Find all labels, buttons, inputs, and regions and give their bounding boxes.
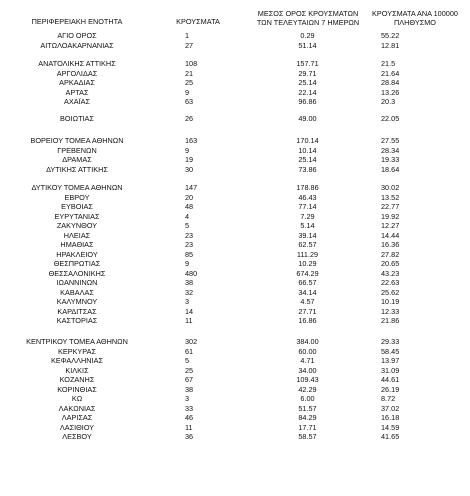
rate-cell: 14.59 bbox=[381, 422, 400, 432]
avg-cell: 39.14 bbox=[298, 230, 317, 240]
rate-cell: 16.18 bbox=[381, 413, 400, 422]
cases-cell: 163 bbox=[185, 136, 198, 145]
table-row bbox=[0, 279, 470, 288]
table-row bbox=[0, 232, 470, 241]
rate-cell: 22.05 bbox=[381, 114, 400, 123]
table-row bbox=[0, 222, 470, 231]
cases-cell: 3 bbox=[185, 394, 190, 403]
rate-cell: 19.33 bbox=[381, 155, 400, 164]
rate-cell: 21.64 bbox=[381, 68, 400, 78]
area-cell: ΖΑΚΥΝΘΟΥ bbox=[56, 221, 98, 230]
table-row bbox=[0, 194, 470, 203]
area-cell: ΙΩΑΝΝΙΝΩΝ bbox=[56, 278, 98, 287]
cases-cell: 38 bbox=[185, 278, 194, 287]
cases-cell: 25 bbox=[185, 78, 194, 87]
rate-cell: 28.34 bbox=[381, 145, 400, 155]
area-cell: ΚΕΦΑΛΛΗΝΙΑΣ bbox=[51, 356, 103, 365]
area-cell: ΛΑΣΙΘΙΟΥ bbox=[59, 422, 95, 432]
cases-cell: 21 bbox=[185, 68, 194, 78]
cases-cell: 20 bbox=[185, 192, 194, 202]
avg-cell: 178.86 bbox=[296, 183, 319, 192]
area-cell: ΑΡΚΑΔΙΑΣ bbox=[59, 78, 95, 87]
rate-cell: 14.44 bbox=[381, 230, 400, 240]
area-cell: ΔΥΤΙΚΗΣ ΑΤΤΙΚΗΣ bbox=[46, 164, 108, 174]
table-row bbox=[0, 424, 470, 433]
cases-cell: 19 bbox=[185, 155, 194, 164]
avg-cell: 77.14 bbox=[298, 202, 317, 211]
rate-cell: 22.63 bbox=[381, 278, 400, 287]
table-row bbox=[0, 260, 470, 269]
avg-cell: 10.29 bbox=[298, 259, 317, 268]
cases-cell: 36 bbox=[185, 432, 194, 441]
cases-cell: 4 bbox=[185, 211, 190, 221]
table-row bbox=[0, 414, 470, 423]
rate-cell: 29.33 bbox=[381, 337, 400, 346]
cases-cell: 9 bbox=[185, 259, 190, 268]
table-row bbox=[0, 357, 470, 366]
table-row bbox=[0, 367, 470, 376]
table-row bbox=[0, 348, 470, 357]
area-cell: ΚΩ bbox=[71, 394, 83, 403]
avg-cell: 17.71 bbox=[298, 422, 317, 432]
avg-cell: 674.29 bbox=[296, 268, 319, 278]
table-row bbox=[0, 289, 470, 298]
area-cell: ΚΑΣΤΟΡΙΑΣ bbox=[56, 316, 98, 325]
table-row bbox=[0, 184, 470, 193]
cases-cell: 14 bbox=[185, 306, 194, 316]
rate-cell: 21.86 bbox=[381, 316, 400, 325]
table-row bbox=[0, 433, 470, 442]
avg-cell: 0.29 bbox=[300, 31, 315, 40]
avg-cell: 25.14 bbox=[298, 155, 317, 164]
rate-cell: 22.77 bbox=[381, 202, 400, 211]
table-row bbox=[0, 147, 470, 156]
cases-cell: 26 bbox=[185, 114, 194, 123]
avg-cell: 42.29 bbox=[298, 384, 317, 394]
table-row bbox=[0, 298, 470, 307]
table-row bbox=[0, 376, 470, 385]
area-cell: ΑΝΑΤΟΛΙΚΗΣ ΑΤΤΙΚΗΣ bbox=[38, 59, 116, 68]
rate-cell: 25.62 bbox=[381, 287, 400, 297]
rate-cell: 28.84 bbox=[381, 78, 400, 87]
area-cell: ΗΜΑΘΙΑΣ bbox=[60, 240, 94, 249]
table-row bbox=[0, 203, 470, 212]
table-row bbox=[0, 317, 470, 326]
area-cell: ΘΕΣΣΑΛΟΝΙΚΗΣ bbox=[48, 268, 106, 278]
area-cell: ΚΕΡΚΥΡΑΣ bbox=[57, 346, 97, 356]
cases-cell: 67 bbox=[185, 375, 194, 384]
area-cell: ΕΥΡΥΤΑΝΙΑΣ bbox=[54, 211, 100, 221]
cases-cell: 30 bbox=[185, 164, 194, 174]
cases-cell: 32 bbox=[185, 287, 194, 297]
avg-cell: 5.14 bbox=[300, 221, 315, 230]
rate-cell: 8.72 bbox=[381, 394, 396, 403]
rate-cell: 58.45 bbox=[381, 346, 400, 356]
rate-cell: 13.52 bbox=[381, 192, 400, 202]
area-cell: ΛΕΣΒΟΥ bbox=[62, 432, 92, 441]
cases-cell: 23 bbox=[185, 240, 194, 249]
rate-cell: 12.81 bbox=[381, 40, 400, 50]
rate-cell: 21.5 bbox=[381, 59, 396, 68]
cases-cell: 23 bbox=[185, 230, 194, 240]
cases-cell: 302 bbox=[185, 337, 198, 346]
avg-cell: 49.00 bbox=[298, 114, 317, 123]
header-cases: ΚΡΟΥΣΜΑΤΑ bbox=[176, 17, 220, 26]
header-avg-line2: ΤΩΝ ΤΕΛΕΥΤΑΙΩΝ 7 ΗΜΕΡΩΝ bbox=[256, 18, 360, 27]
avg-cell: 51.57 bbox=[298, 403, 317, 413]
table-row bbox=[0, 42, 470, 51]
avg-cell: 34.14 bbox=[298, 287, 317, 297]
avg-cell: 384.00 bbox=[296, 337, 319, 346]
area-cell: ΒΟΡΕΙΟΥ ΤΟΜΕΑ ΑΘΗΝΩΝ bbox=[30, 136, 124, 145]
area-cell: ΛΑΚΩΝΙΑΣ bbox=[58, 403, 96, 413]
header-area: ΠΕΡΙΦΕΡΕΙΑΚΗ ΕΝΟΤΗΤΑ bbox=[31, 17, 123, 26]
area-cell: ΕΥΒΟΙΑΣ bbox=[61, 202, 93, 211]
avg-cell: 27.71 bbox=[298, 306, 317, 316]
cases-cell: 38 bbox=[185, 384, 194, 394]
rate-cell: 20.3 bbox=[381, 97, 396, 106]
cases-cell: 27 bbox=[185, 40, 194, 50]
rate-cell: 30.02 bbox=[381, 183, 400, 192]
area-cell: ΔΥΤΙΚΟΥ ΤΟΜΕΑ ΑΘΗΝΩΝ bbox=[31, 183, 123, 192]
avg-cell: 60.00 bbox=[298, 346, 317, 356]
avg-cell: 4.71 bbox=[300, 356, 315, 365]
rate-cell: 13.26 bbox=[381, 87, 400, 97]
table-row bbox=[0, 395, 470, 404]
avg-cell: 10.14 bbox=[298, 145, 317, 155]
rate-cell: 16.36 bbox=[381, 240, 400, 249]
table-row bbox=[0, 115, 470, 124]
area-cell: ΚΑΡΔΙΤΣΑΣ bbox=[57, 306, 97, 316]
rate-cell: 20.65 bbox=[381, 259, 400, 268]
rate-cell: 12.27 bbox=[381, 221, 400, 230]
table-row bbox=[0, 60, 470, 69]
rate-cell: 13.97 bbox=[381, 356, 400, 365]
rate-cell: 12.33 bbox=[381, 306, 400, 316]
table-row bbox=[0, 308, 470, 317]
avg-cell: 7.29 bbox=[300, 211, 315, 221]
cases-cell: 85 bbox=[185, 249, 194, 259]
area-cell: ΛΑΡΙΣΑΣ bbox=[61, 413, 93, 422]
avg-cell: 111.29 bbox=[296, 249, 319, 259]
area-cell: ΘΕΣΠΡΩΤΙΑΣ bbox=[53, 259, 101, 268]
rate-cell: 44.61 bbox=[381, 375, 400, 384]
cases-cell: 25 bbox=[185, 365, 194, 375]
cases-cell: 63 bbox=[185, 97, 194, 106]
cases-cell: 48 bbox=[185, 202, 194, 211]
header-rate-line1: ΚΡΟΥΣΜΑΤΑ ΑΝΑ 100000 bbox=[372, 9, 458, 18]
avg-cell: 66.57 bbox=[298, 278, 317, 287]
avg-cell: 58.57 bbox=[298, 432, 317, 441]
table-row bbox=[0, 156, 470, 165]
cases-cell: 1 bbox=[185, 31, 190, 40]
area-cell: ΚΕΝΤΡΙΚΟΥ ΤΟΜΕΑ ΑΘΗΝΩΝ bbox=[26, 337, 128, 346]
area-cell: ΑΓΙΟ ΟΡΟΣ bbox=[57, 31, 97, 40]
table-row bbox=[0, 137, 470, 146]
rate-cell: 10.19 bbox=[381, 297, 400, 306]
cases-cell: 46 bbox=[185, 413, 194, 422]
rate-cell: 19.92 bbox=[381, 211, 400, 221]
rate-cell: 37.02 bbox=[381, 403, 400, 413]
table-row bbox=[0, 213, 470, 222]
avg-cell: 51.14 bbox=[298, 40, 317, 50]
area-cell: ΕΒΡΟΥ bbox=[64, 192, 90, 202]
table-row bbox=[0, 70, 470, 79]
table-row bbox=[0, 405, 470, 414]
cases-cell: 33 bbox=[185, 403, 194, 413]
avg-cell: 34.00 bbox=[298, 365, 317, 375]
cases-cell: 3 bbox=[185, 297, 190, 306]
area-cell: ΑΡΓΟΛΙΔΑΣ bbox=[56, 68, 98, 78]
cases-cell: 9 bbox=[185, 145, 190, 155]
header-avg-line1: ΜΕΣΟΣ ΟΡΟΣ ΚΡΟΥΣΜΑΤΩΝ bbox=[257, 9, 359, 18]
avg-cell: 157.71 bbox=[296, 59, 319, 68]
cases-cell: 61 bbox=[185, 346, 194, 356]
rate-cell: 41.65 bbox=[381, 432, 400, 441]
avg-cell: 25.14 bbox=[298, 78, 317, 87]
avg-cell: 4.57 bbox=[300, 297, 315, 306]
avg-cell: 73.86 bbox=[298, 164, 317, 174]
cases-cell: 11 bbox=[185, 316, 193, 325]
area-cell: ΗΡΑΚΛΕΙΟΥ bbox=[56, 249, 98, 259]
area-cell: ΚΑΒΑΛΑΣ bbox=[60, 287, 94, 297]
table-row bbox=[0, 338, 470, 347]
avg-cell: 16.86 bbox=[298, 316, 317, 325]
area-cell: ΚΙΛΚΙΣ bbox=[65, 365, 89, 375]
area-cell: ΚΟΖΑΝΗΣ bbox=[59, 375, 95, 384]
avg-cell: 170.14 bbox=[296, 136, 319, 145]
table-row bbox=[0, 166, 470, 175]
rate-cell: 27.82 bbox=[381, 249, 400, 259]
area-cell: ΒΟΙΩΤΙΑΣ bbox=[60, 114, 94, 123]
area-cell: ΚΑΛΥΜΝΟΥ bbox=[56, 297, 98, 306]
table-row bbox=[0, 32, 470, 41]
cases-cell: 5 bbox=[185, 356, 190, 365]
area-cell: ΑΧΑΪΑΣ bbox=[63, 97, 90, 106]
area-cell: ΗΛΕΙΑΣ bbox=[63, 230, 91, 240]
table-row bbox=[0, 251, 470, 260]
table-row bbox=[0, 98, 470, 107]
rate-cell: 26.19 bbox=[381, 384, 400, 394]
area-cell: ΔΡΑΜΑΣ bbox=[62, 155, 92, 164]
table-row bbox=[0, 270, 470, 279]
rate-cell: 43.23 bbox=[381, 268, 400, 278]
cases-cell: 11 bbox=[185, 422, 193, 432]
table-row bbox=[0, 241, 470, 250]
cases-cell: 108 bbox=[185, 59, 198, 68]
avg-cell: 6.00 bbox=[300, 394, 315, 403]
avg-cell: 109.43 bbox=[296, 375, 319, 384]
table-row bbox=[0, 89, 470, 98]
area-cell: ΚΟΡΙΝΘΙΑΣ bbox=[57, 384, 97, 394]
avg-cell: 96.86 bbox=[298, 97, 317, 106]
avg-cell: 62.57 bbox=[298, 240, 317, 249]
cases-cell: 480 bbox=[185, 268, 198, 278]
cases-cell: 5 bbox=[185, 221, 190, 230]
avg-cell: 84.29 bbox=[298, 413, 317, 422]
area-cell: ΑΙΤΩΛΟΑΚΑΡΝΑΝΙΑΣ bbox=[40, 40, 114, 50]
avg-cell: 22.14 bbox=[298, 87, 317, 97]
header-rate-line2: ΠΛΗΘΥΣΜΟ bbox=[394, 18, 436, 27]
rate-cell: 27.55 bbox=[381, 136, 400, 145]
cases-cell: 9 bbox=[185, 87, 190, 97]
table-row bbox=[0, 386, 470, 395]
area-cell: ΓΡΕΒΕΝΩΝ bbox=[57, 145, 97, 155]
area-cell: ΑΡΤΑΣ bbox=[65, 87, 89, 97]
avg-cell: 29.71 bbox=[298, 68, 317, 78]
table-row bbox=[0, 79, 470, 88]
avg-cell: 46.43 bbox=[298, 192, 317, 202]
rate-cell: 31.09 bbox=[381, 365, 400, 375]
cases-cell: 147 bbox=[185, 183, 198, 192]
rate-cell: 55.22 bbox=[381, 31, 400, 40]
rate-cell: 18.64 bbox=[381, 164, 400, 174]
